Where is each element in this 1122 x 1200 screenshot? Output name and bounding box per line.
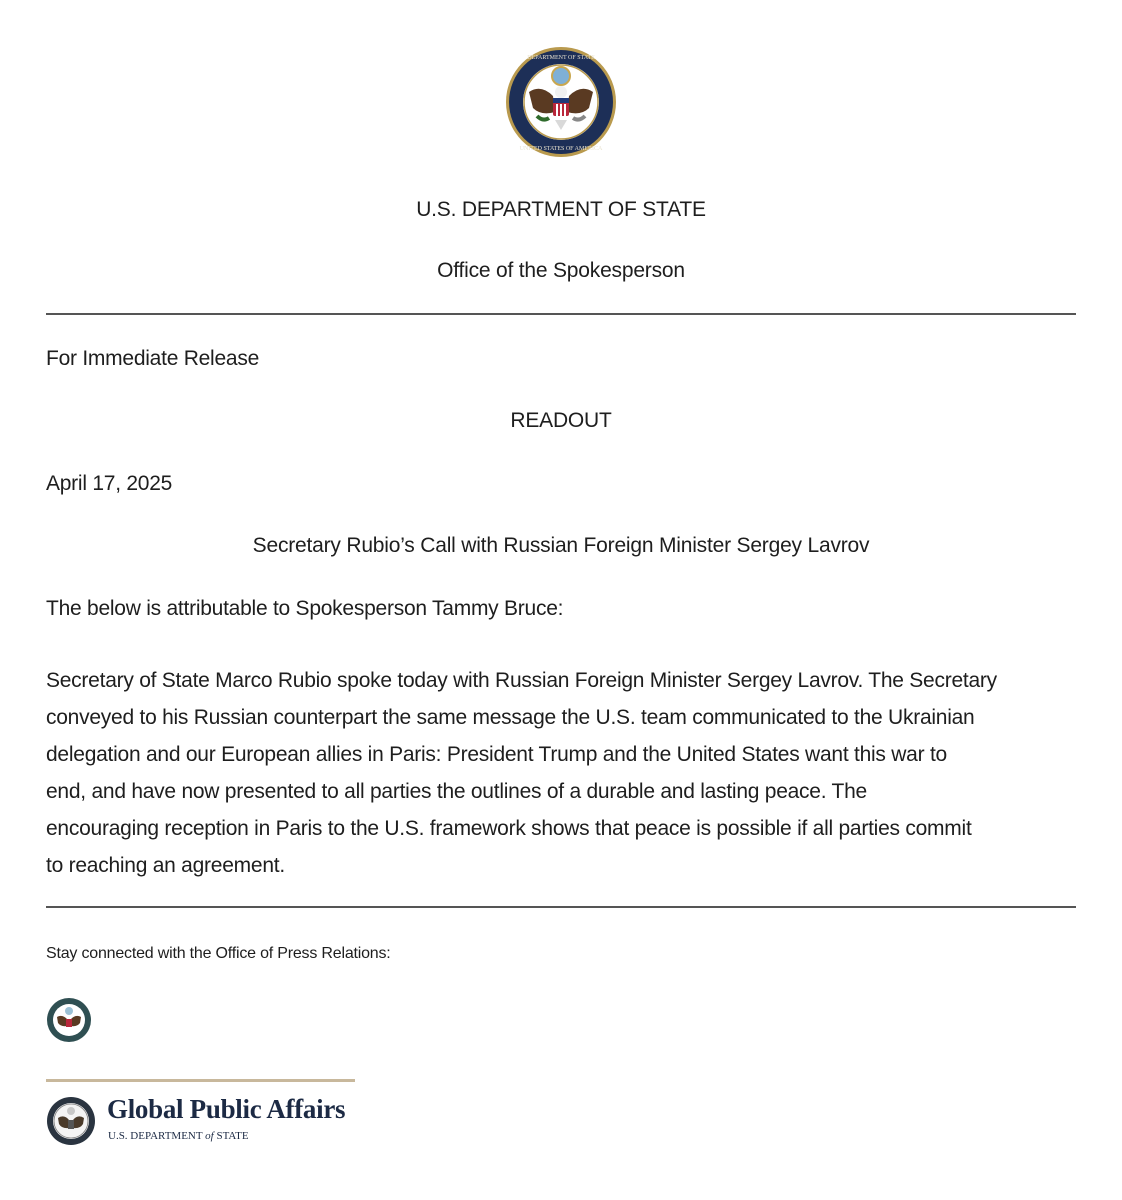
brand-subtitle-pre: U.S. DEPARTMENT <box>108 1130 206 1142</box>
release-type: READOUT <box>510 409 612 432</box>
svg-text:UNITED STATES OF AMERICA: UNITED STATES OF AMERICA <box>519 146 603 152</box>
global-public-affairs-seal-icon <box>46 1096 96 1146</box>
body-line: encouraging reception in Paris to the U.S. framework shows that peace is possible if all parties commit <box>46 817 972 840</box>
header-divider <box>46 313 1076 315</box>
brand-subtitle <box>108 1130 249 1142</box>
svg-text:DEPARTMENT OF STATE: DEPARTMENT OF STATE <box>527 55 595 61</box>
office-name: Office of the Spokesperson <box>437 259 685 282</box>
footer-divider <box>46 906 1076 908</box>
brand-subtitle-of: of <box>205 1130 214 1142</box>
body-line: to reaching an agreement. <box>46 854 285 877</box>
release-date: April 17, 2025 <box>46 472 173 495</box>
stay-connected-text: Stay connected with the Office of Press Relations: <box>46 945 391 962</box>
body-line: end, and have now presented to all parties the outlines of a durable and lasting peace. The <box>46 780 867 803</box>
body-line: conveyed to his Russian counterpart the same message the U.S. team communicated to the Ukrainian <box>46 706 975 729</box>
release-body <box>46 662 1086 884</box>
state-seal-link-icon[interactable] <box>46 997 92 1043</box>
body-line: Secretary of State Marco Rubio spoke today with Russian Foreign Minister Sergey Lavrov. The Secretary <box>46 669 997 692</box>
brand-subtitle-post: STATE <box>213 1130 249 1142</box>
brand-title: Global Public Affairs <box>107 1094 346 1124</box>
attribution: The below is attributable to Spokesperson Tammy Bruce: <box>46 597 564 620</box>
release-title: Secretary Rubio’s Call with Russian Foreign Minister Sergey Lavrov <box>252 534 870 557</box>
release-status: For Immediate Release <box>46 347 260 370</box>
department-name: U.S. DEPARTMENT OF STATE <box>416 198 706 221</box>
department-of-state-seal-icon <box>505 46 617 158</box>
brand-rule <box>46 1079 355 1082</box>
body-line: delegation and our European allies in Paris: President Trump and the United States want this war to <box>46 743 947 766</box>
